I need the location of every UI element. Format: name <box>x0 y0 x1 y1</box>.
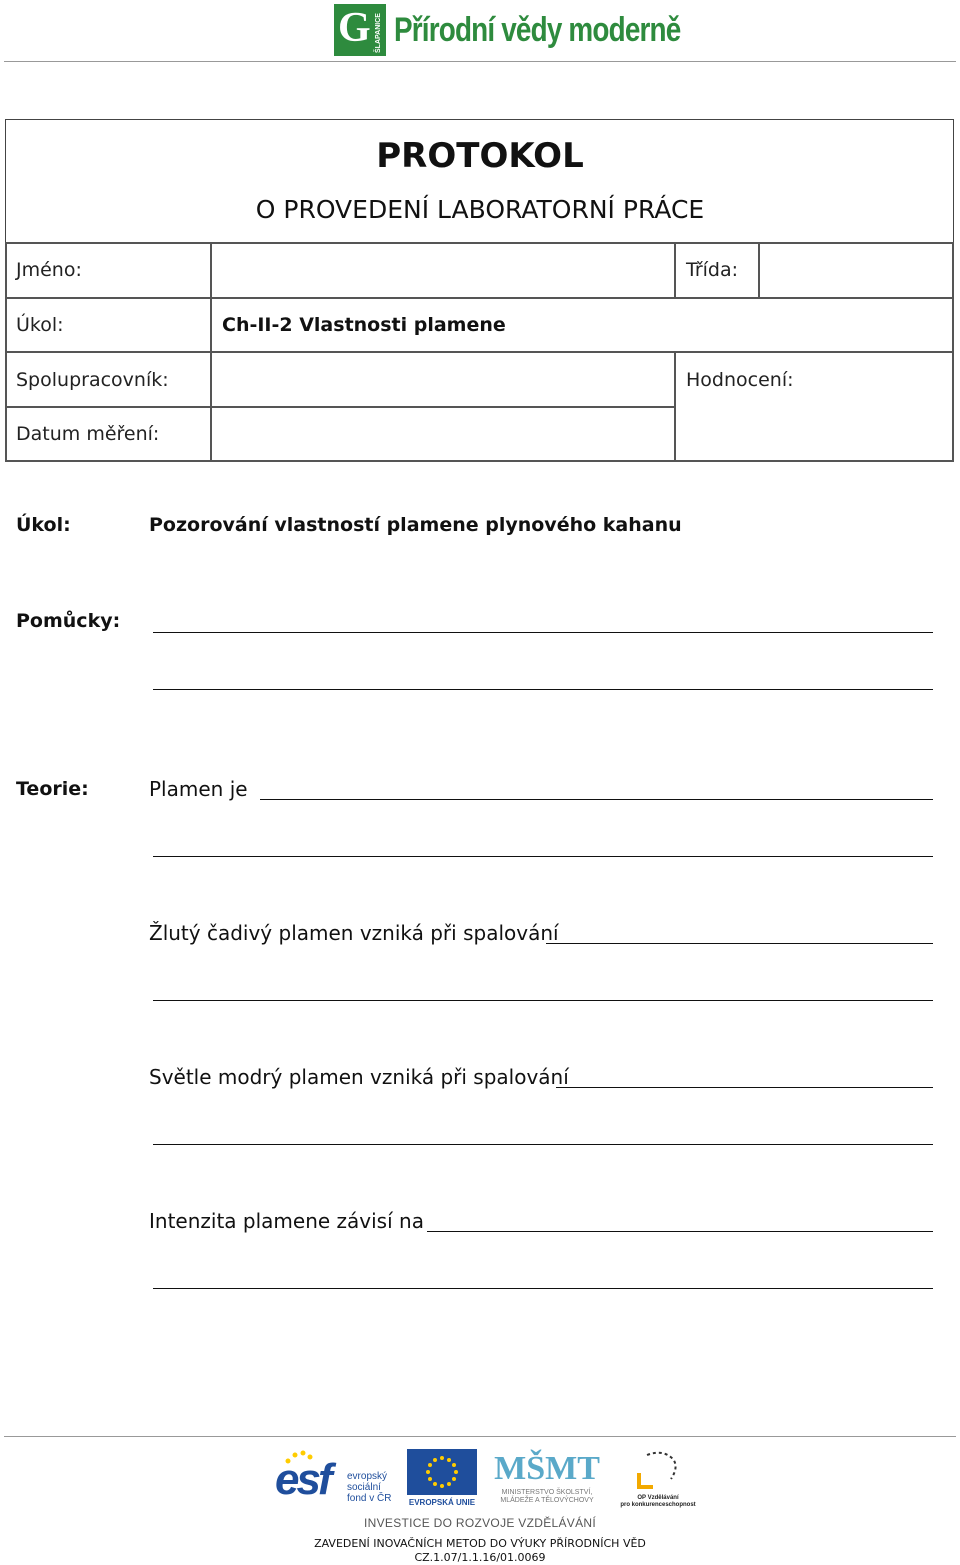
footer-divider <box>4 1436 956 1437</box>
logo-letter: G <box>338 5 371 51</box>
esf-caption-line: sociální <box>347 1482 381 1493</box>
table-line <box>674 242 676 298</box>
msmt-mark: MŠMT <box>494 1450 600 1487</box>
table-line <box>952 242 954 462</box>
table-line <box>5 460 954 462</box>
name-label: Jméno: <box>16 259 82 281</box>
answer-blank-line[interactable] <box>556 1087 933 1088</box>
table-line <box>5 351 954 353</box>
tools-blank-line[interactable] <box>153 689 933 690</box>
op-caption-line: pro konkurenceschopnost <box>620 1502 696 1508</box>
op-mark-icon <box>633 1449 683 1491</box>
op-caption-line: OP Vzdělávání <box>637 1495 679 1501</box>
theory-label: Teorie: <box>16 778 89 800</box>
answer-blank-line[interactable] <box>153 1144 933 1145</box>
body-task-label: Úkol: <box>16 514 71 536</box>
header-divider <box>4 61 956 62</box>
esf-logo <box>275 1449 397 1509</box>
eu-logo <box>407 1449 477 1509</box>
eu-flag-icon <box>407 1449 477 1495</box>
task-value: Ch-II-2 Vlastnosti plamene <box>222 314 506 336</box>
tools-label: Pomůcky: <box>16 610 121 632</box>
question-yellow-flame: Žlutý čadivý plamen vzniká při spalování <box>149 921 559 945</box>
answer-blank-line[interactable] <box>153 856 933 857</box>
table-line <box>758 242 760 298</box>
logo-title: Přírodní vědy moderně <box>394 10 681 49</box>
funding-logos <box>275 1449 699 1509</box>
question-flame: Plamen je <box>149 777 248 801</box>
answer-blank-line[interactable] <box>260 799 933 800</box>
table-line <box>210 242 212 462</box>
answer-blank-line[interactable] <box>427 1231 933 1232</box>
protocol-subtitle: O PROVEDENÍ LABORATORNÍ PRÁCE <box>255 195 705 224</box>
investment-slogan: INVESTICE DO ROZVOJE VZDĚLÁVÁNÍ <box>363 1516 596 1530</box>
esf-caption-line: evropský <box>347 1471 388 1482</box>
tools-blank-line[interactable] <box>153 632 933 633</box>
date-label: Datum měření: <box>16 423 160 445</box>
table-line <box>5 242 954 244</box>
table-line <box>5 297 954 299</box>
class-label: Třída: <box>686 259 739 281</box>
table-line <box>5 242 7 462</box>
answer-blank-line[interactable] <box>153 1288 933 1289</box>
esf-mark: esf <box>275 1455 330 1504</box>
task-label: Úkol: <box>16 314 64 336</box>
eu-stars-icon <box>407 1449 477 1495</box>
school-logo-mark <box>334 4 386 56</box>
op-logo <box>617 1449 699 1509</box>
protocol-title: PROTOKOL <box>376 136 584 176</box>
answer-blank-line[interactable] <box>546 943 933 944</box>
answer-blank-line[interactable] <box>153 1000 933 1001</box>
project-code: CZ.1.07/1.1.16/01.0069 <box>414 1551 546 1564</box>
eu-caption: EVROPSKÁ UNIE <box>408 1498 476 1507</box>
question-intensity: Intenzita plamene závisí na <box>149 1209 424 1233</box>
op-caption <box>617 1495 699 1509</box>
msmt-logo <box>487 1449 607 1509</box>
body-task-text: Pozorování vlastností plamene plynového kahanu <box>149 514 682 536</box>
msmt-caption-1: MINISTERSTVO ŠKOLSTVÍ, <box>501 1489 593 1496</box>
table-line <box>674 351 676 462</box>
logo-school-name: ŠLAPANICE <box>375 13 382 53</box>
table-line <box>5 406 675 408</box>
project-name: ZAVEDENÍ INOVAČNÍCH METOD DO VÝUKY PŘÍRODNÍCH VĚD <box>314 1537 646 1550</box>
msmt-caption-2: MLÁDEŽE A TĚLOVÝCHOVY <box>500 1497 594 1504</box>
school-logo <box>334 4 743 56</box>
grade-label: Hodnocení: <box>686 369 794 391</box>
question-blue-flame: Světle modrý plamen vzniká při spalování <box>149 1065 569 1089</box>
esf-caption-line: fond v ČR <box>347 1493 392 1504</box>
partner-label: Spolupracovník: <box>16 369 169 391</box>
esf-caption <box>347 1471 391 1504</box>
